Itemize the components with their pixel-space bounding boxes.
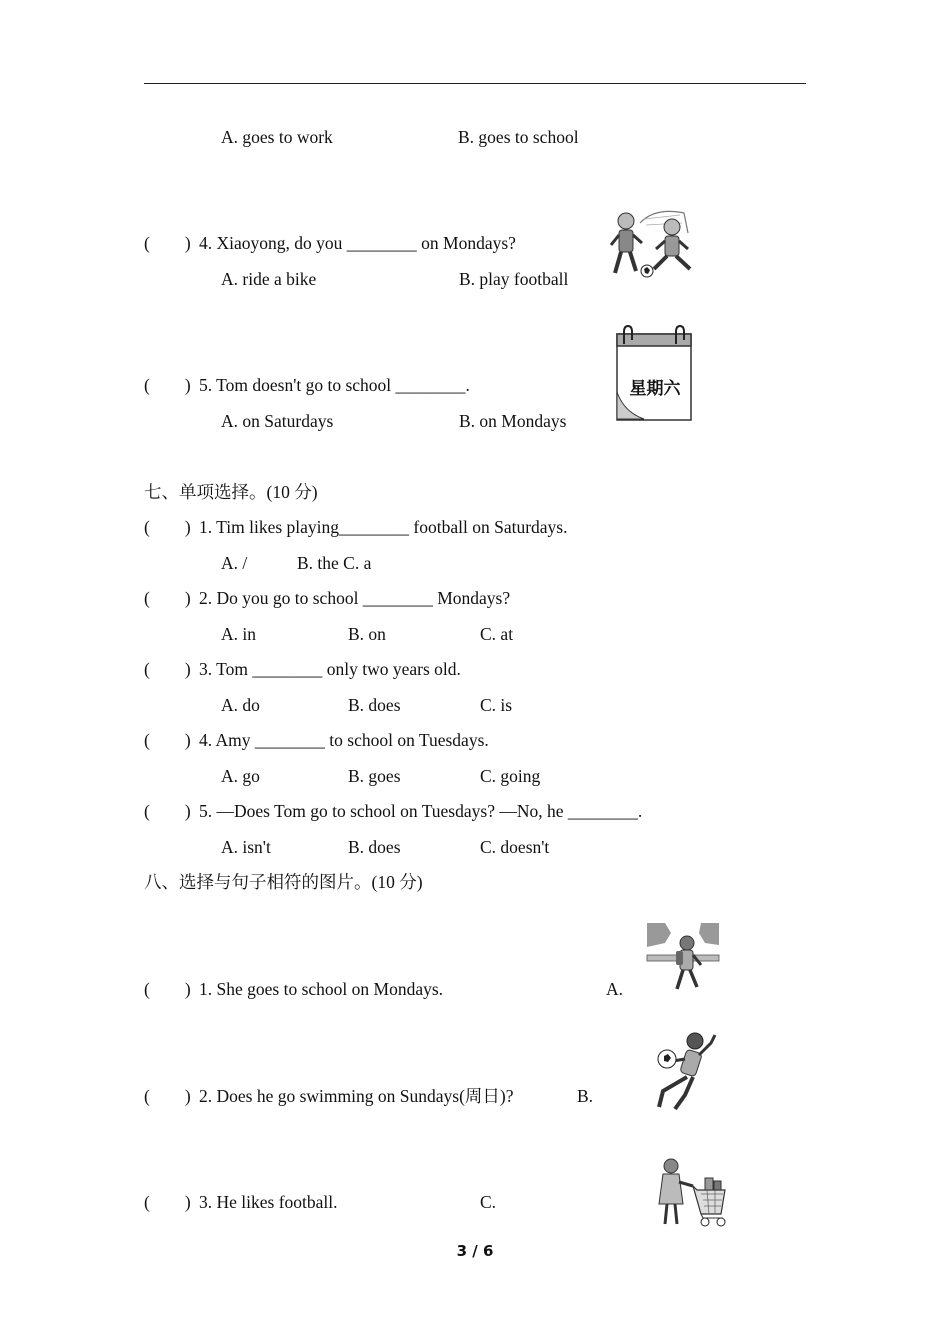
p7-q4-question: 4. Amy ________ to school on Tuesdays.: [199, 730, 489, 750]
p7-q2-question: 2. Do you go to school ________ Mondays?: [199, 588, 511, 608]
p7-q4-option-b: B. goes: [348, 766, 401, 786]
p7-q1-option-bc: B. the C. a: [297, 553, 372, 573]
p7-q1-option-a: A. /: [221, 553, 248, 573]
p6-q5-answer-paren[interactable]: ( ): [144, 375, 191, 395]
p7-q3-question: 3. Tom ________ only two years old.: [199, 659, 461, 679]
p6-q4-question: 4. Xiaoyong, do you ________ on Mondays?: [199, 233, 516, 253]
header-rule: [144, 83, 806, 84]
page-number: 3 / 6: [456, 1242, 494, 1260]
boys-playing-football-icon: [610, 205, 696, 279]
p6-q3-option-b: B. goes to school: [458, 127, 579, 147]
p7-q3-option-b: B. does: [348, 695, 401, 715]
p7-q5-option-c: C. doesn't: [480, 837, 550, 857]
p8-q2-answer-paren[interactable]: ( ): [144, 1086, 191, 1106]
boy-kicking-football-icon: [653, 1031, 719, 1113]
p8-q1-question: 1. She goes to school on Mondays.: [199, 979, 444, 999]
p6-q5-option-a: A. on Saturdays: [221, 411, 334, 431]
p8-option-c-label: C.: [480, 1192, 497, 1212]
girl-walking-to-school-icon: [645, 921, 721, 997]
p7-q1-answer-paren[interactable]: ( ): [144, 517, 191, 537]
p7-q2-option-a: A. in: [221, 624, 256, 644]
part7-heading: 七、单项选择。(10 分): [144, 482, 318, 502]
p6-q4-option-a: A. ride a bike: [221, 269, 317, 289]
p8-q2-question: 2. Does he go swimming on Sundays(周日)?: [199, 1086, 514, 1106]
p7-q3-option-c: C. is: [480, 695, 513, 715]
p8-q3-question: 3. He likes football.: [199, 1192, 338, 1212]
p7-q5-question: 5. —Does Tom go to school on Tuesdays? —No, he ________.: [199, 801, 643, 821]
p7-q1-question: 1. Tim likes playing________ football on Saturdays.: [199, 517, 568, 537]
calendar-icon: [614, 322, 694, 422]
p6-q5-question: 5. Tom doesn't go to school ________.: [199, 375, 470, 395]
p7-q5-option-b: B. does: [348, 837, 401, 857]
p7-q5-option-a: A. isn't: [221, 837, 271, 857]
p6-q4-option-b: B. play football: [459, 269, 569, 289]
calendar-day-label: 星期六: [629, 379, 681, 399]
p6-q5-option-b: B. on Mondays: [459, 411, 567, 431]
p8-q3-answer-paren[interactable]: ( ): [144, 1192, 191, 1212]
p7-q2-option-c: C. at: [480, 624, 514, 644]
p8-option-a-label: A.: [606, 979, 624, 999]
p7-q3-answer-paren[interactable]: ( ): [144, 659, 191, 679]
p8-q1-answer-paren[interactable]: ( ): [144, 979, 191, 999]
part8-heading: 八、选择与句子相符的图片。(10 分): [144, 872, 423, 892]
p7-q2-answer-paren[interactable]: ( ): [144, 588, 191, 608]
p6-q3-option-a: A. goes to work: [221, 127, 333, 147]
p7-q3-option-a: A. do: [221, 695, 260, 715]
p8-option-b-label: B.: [577, 1086, 594, 1106]
p7-q2-option-b: B. on: [348, 624, 386, 644]
p7-q4-option-a: A. go: [221, 766, 260, 786]
girl-shopping-cart-icon: [657, 1156, 731, 1230]
p7-q5-answer-paren[interactable]: ( ): [144, 801, 191, 821]
p7-q4-option-c: C. going: [480, 766, 541, 786]
p6-q4-answer-paren[interactable]: ( ): [144, 233, 191, 253]
p7-q4-answer-paren[interactable]: ( ): [144, 730, 191, 750]
